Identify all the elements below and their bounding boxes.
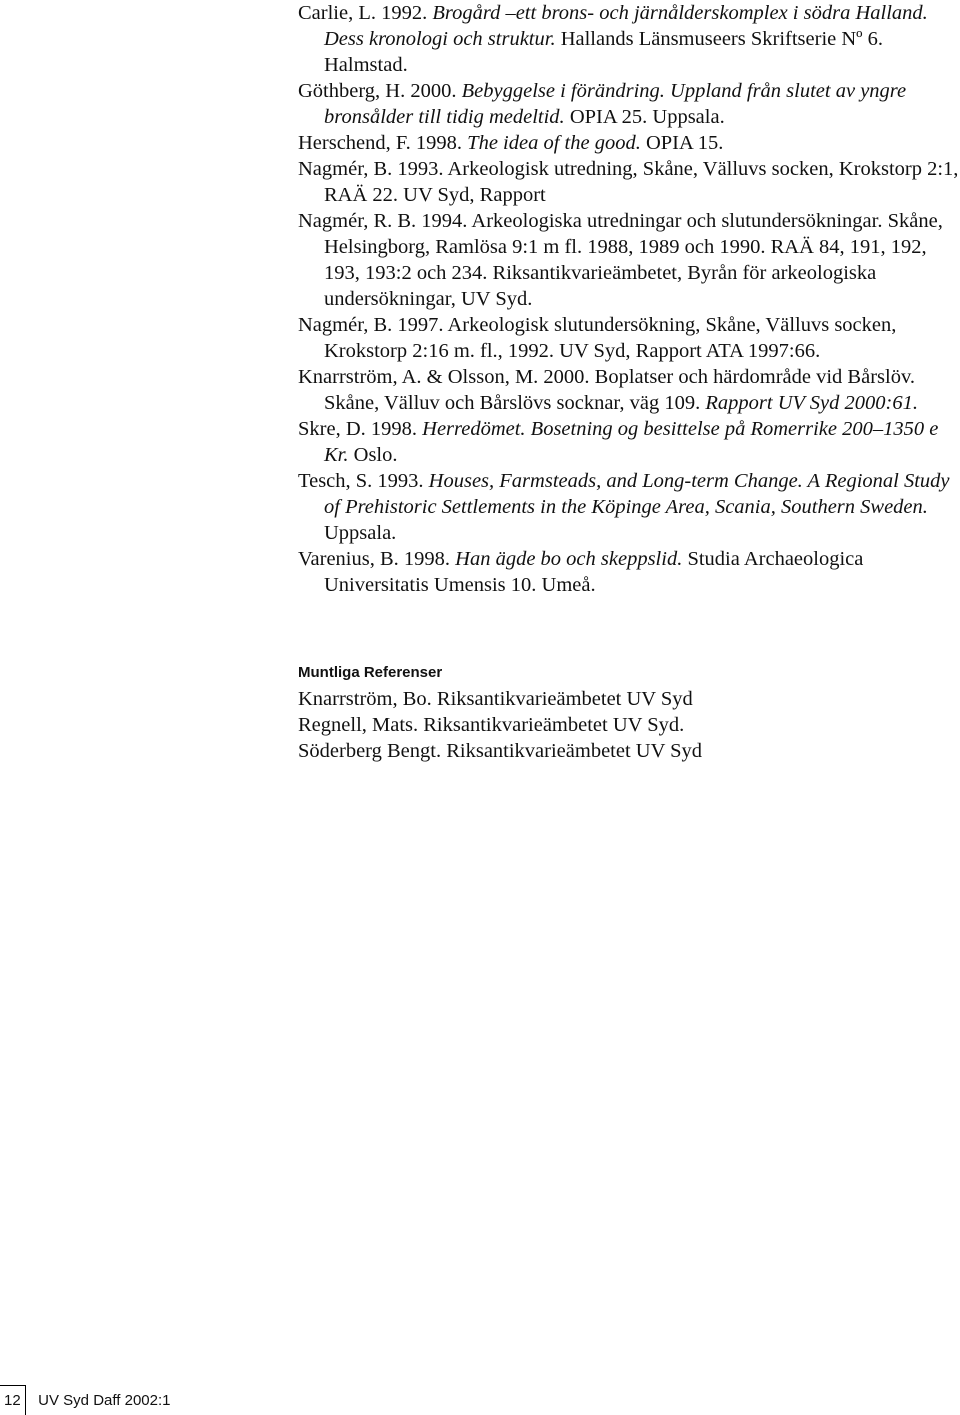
reference-entry: Göthberg, H. 2000. Bebyggelse i förändring. Uppland från slutet av yngre bronsålder till tidig medeltid. OPIA 25. Uppsala. — [298, 80, 907, 128]
oral-reference-entry: Knarrström, Bo. Riksantikvarieämbetet UV Syd — [298, 688, 693, 710]
reference-entry: Carlie, L. 1992. Brogård –ett brons- och järnålderskomplex i södra Halland. Dess kronologi och struktur. Hallands Länsmuseers Skriftserie Nº 6. Halmstad. — [298, 2, 928, 76]
oral-reference-entry: Regnell, Mats. Riksantikvarieämbetet UV Syd. — [298, 714, 685, 736]
reference-entry: Nagmér, B. 1997. Arkeologisk slutundersökning, Skåne, Välluvs socken, Krokstorp 2:16 m. fl., 1992. UV Syd, Rapport ATA 1997:66. — [298, 314, 897, 362]
footer-rule — [0, 1385, 25, 1386]
reference-entry: Tesch, S. 1993. Houses, Farmsteads, and Long-term Change. A Regional Study of Prehistoric Settlements in the Köpinge Area, Scania, Southern Sweden. Uppsala. — [298, 470, 950, 544]
page-number: 12 — [4, 1392, 21, 1409]
reference-entry: Knarrström, A. & Olsson, M. 2000. Boplatser och härdområde vid Bårslöv. Skåne, Välluv och Bårslövs socknar, väg 109. Rapport UV Syd 2000:61. — [298, 366, 918, 414]
page-footer — [0, 1392, 170, 1409]
reference-entry: Skre, D. 1998. Herredömet. Bosetning og besittelse på Romerrike 200–1350 e Kr. Oslo. — [298, 418, 939, 466]
reference-entry: Nagmér, B. 1993. Arkeologisk utredning, Skåne, Välluvs socken, Krokstorp 2:1, RAÄ 22. UV Syd, Rapport — [298, 158, 959, 206]
oral-reference-entry: Söderberg Bengt. Riksantikvarieämbetet UV Syd — [298, 740, 703, 762]
oral-references-heading: Muntliga Referenser — [298, 664, 443, 681]
reference-entry: Varenius, B. 1998. Han ägde bo och skeppslid. Studia Archaeologica Universitatis Umensis 10. Umeå. — [298, 548, 864, 596]
publication-title: UV Syd Daff 2002:1 — [38, 1392, 171, 1409]
reference-list — [298, 0, 960, 598]
reference-entry: Nagmér, R. B. 1994. Arkeologiska utredningar och slutundersökningar. Skåne, Helsingborg, Ramlösa 9:1 m fl. 1988, 1989 och 1990. RAÄ 84, 191, 192, 193, 193:2 och 234. Riksantikvarieämbetet, Byrån för arkeologiska undersökningar, UV Syd. — [298, 210, 943, 310]
reference-entry: Herschend, F. 1998. The idea of the good. OPIA 15. — [298, 132, 724, 154]
oral-reference-list — [298, 686, 702, 764]
